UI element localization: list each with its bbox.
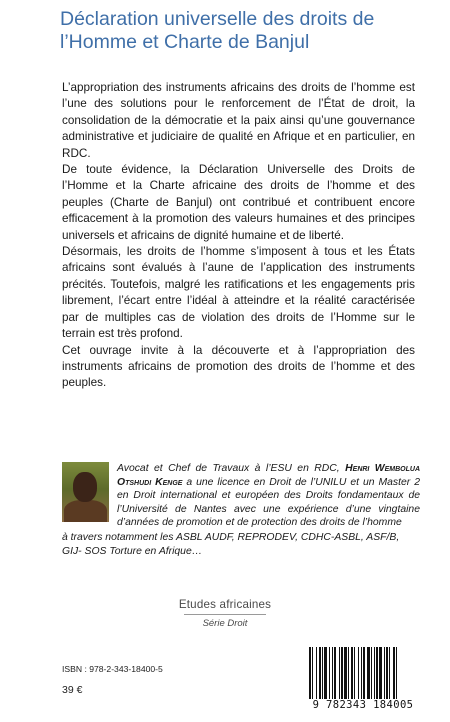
barcode-digits: 9 782343 184005 xyxy=(303,699,423,711)
paragraph-1: L’appropriation des instruments africains des droits de l’homme est l’une des solutions pour le renforcement de l’État de droit, la consolidation de la démocratie et la paix ainsi qu’une gouvernance administrative et judiciaire de qualité en Afrique et en particulier, en RDC. xyxy=(62,81,415,160)
paragraph-4: Cet ouvrage invite à la découverte et à l’appropriation des instruments africains de promotion des droits de l’homme et des peuples. xyxy=(62,343,415,390)
back-cover-text xyxy=(62,80,415,392)
author-bio-intro: Avocat et Chef de Travaux à l’ESU en RDC, xyxy=(117,463,346,474)
collection-series: Etudes africaines xyxy=(178,598,272,611)
collection-subseries: Série Droit xyxy=(202,618,248,629)
book-title: Déclaration universelle des droits de l’Homme et Charte de Banjul xyxy=(60,8,375,53)
author-name: Henri Wembolua Otshudi Kenge xyxy=(117,463,420,488)
author-photo xyxy=(62,462,109,522)
author-bio xyxy=(117,462,420,530)
paragraph-2: De toute évidence, la Déclaration Universelle des Droits de l’Homme et la Charte africaine des droits de l’homme et des peuples (Charte de Banjul) ont contribué et contribuent encore efficacement à la promotion des valeurs humaines et des principes universels et africains de dignité humaine et de liberté. xyxy=(62,163,415,242)
barcode-icon xyxy=(303,647,423,703)
collection-divider xyxy=(184,614,266,615)
price-text: 39 € xyxy=(62,684,83,696)
paragraph-3: Désormais, les droits de l’homme s’imposent à tous et les États africains sont évalués à l’aune de l’application des instruments précités. Toutefois, malgré les ratifications et les engagements pris librement, l’écart entre l’idéal à atteindre et la réalité caractérisée par de multiples cas de violation des droits de l’Homme sur le terrain est très profond. xyxy=(62,245,415,341)
barcode xyxy=(303,647,423,715)
collection-mark xyxy=(0,598,450,629)
author-bio-continued: à travers notamment les ASBL AUDF, REPRODEV, CDHC-ASBL, ASF/B, GIJ- SOS Torture en Afrique… xyxy=(62,532,400,557)
isbn-text: ISBN : 978-2-343-18400-5 xyxy=(62,664,163,674)
author-bio-main: a une licence en Droit de l’UNILU et un Master 2 en Droit international et européen des Droits fondamentaux de l’Université de Nantes avec une expérience d’une vingtaine d’années de promotion et de protection des droits de l’homme xyxy=(117,476,420,529)
